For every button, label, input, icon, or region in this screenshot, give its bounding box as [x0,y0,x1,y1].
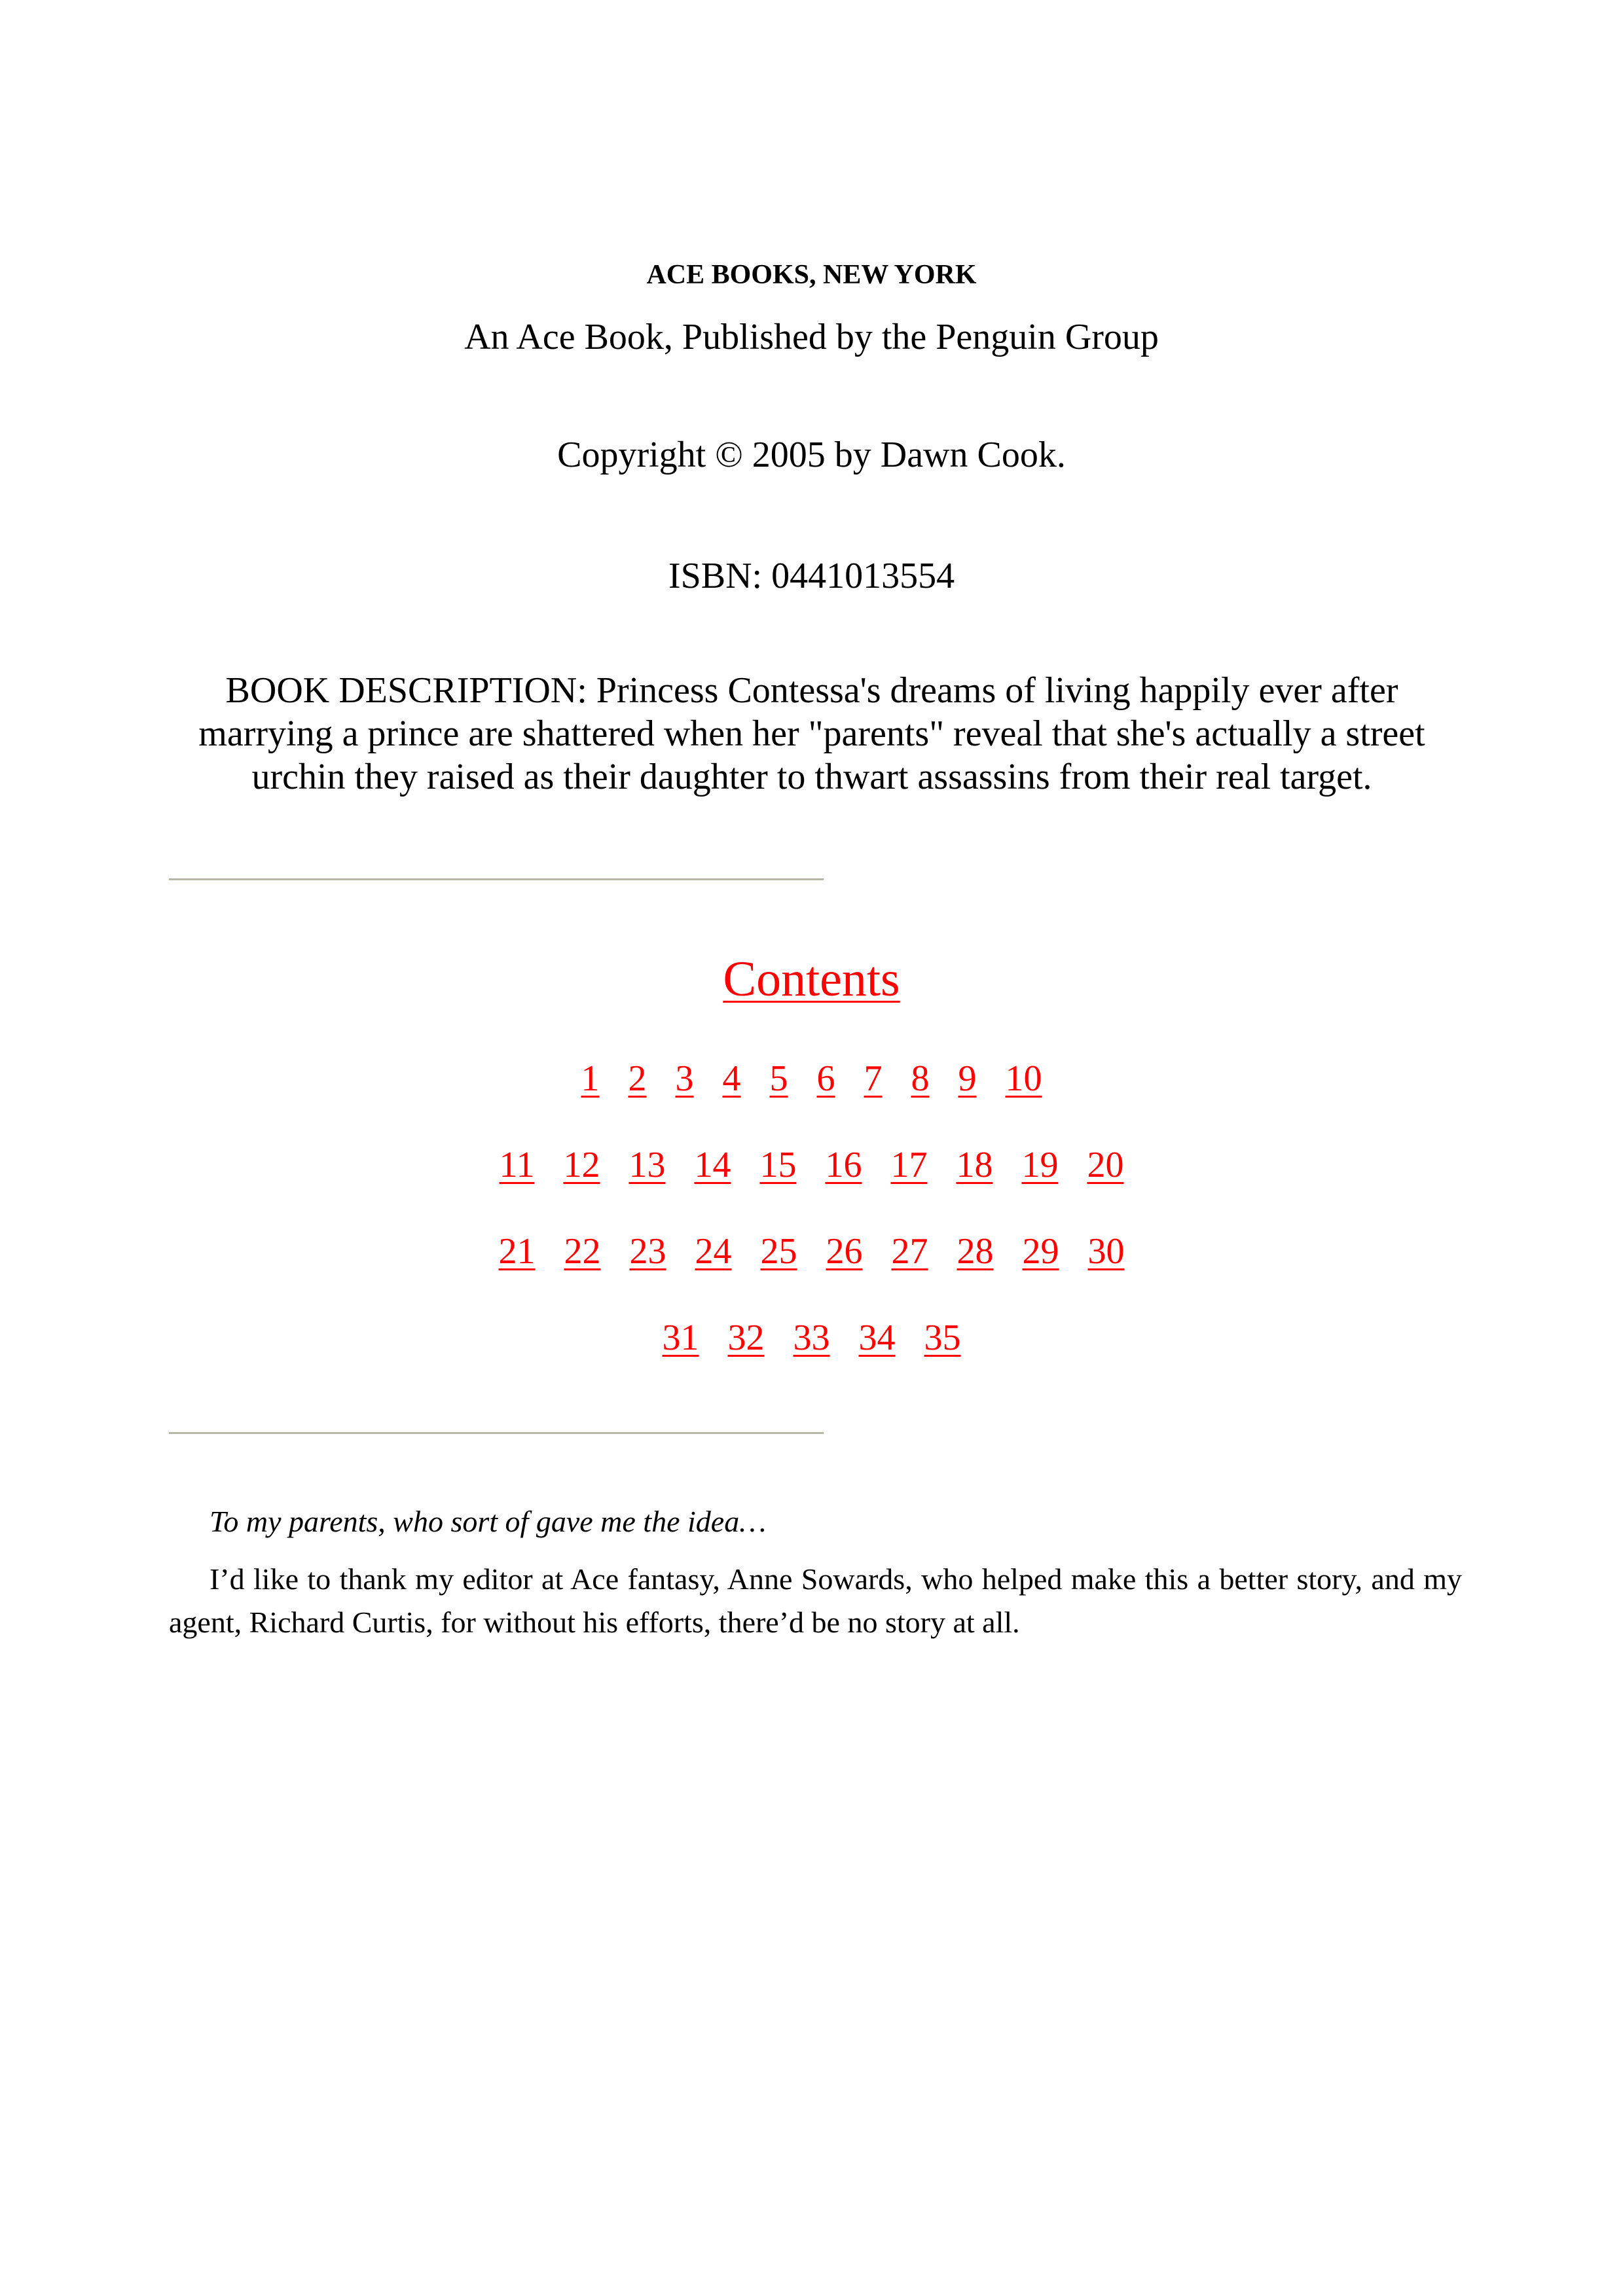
chapter-link-5[interactable]: 5 [769,1058,788,1099]
chapter-link-17[interactable]: 17 [890,1145,928,1185]
acknowledgement: I’d like to thank my editor at Ace fantasy, Anne Sowards, who helped make this a better story, and my agent, Richard Curtis, for without his efforts, there’d be no story at all. [169,1562,1462,1639]
chapter-link-27[interactable]: 27 [891,1231,928,1272]
chapter-link-2[interactable]: 2 [628,1058,647,1099]
chapter-row [0,1052,1623,1105]
chapter-link-25[interactable]: 25 [760,1231,797,1272]
divider-top [169,878,824,880]
chapter-link-32[interactable]: 32 [727,1318,765,1358]
contents-link[interactable]: Contents [723,952,900,1007]
chapter-link-28[interactable]: 28 [957,1231,994,1272]
chapter-link-11[interactable]: 11 [499,1145,535,1185]
chapter-link-8[interactable]: 8 [911,1058,930,1099]
chapter-row [0,1225,1623,1278]
chapter-link-30[interactable]: 30 [1087,1231,1125,1272]
copyright-line: Copyright © 2005 by Dawn Cook. [557,435,1066,475]
contents-heading [0,948,1623,1011]
publisher-line: ACE BOOKS, NEW YORK [646,260,977,290]
book-description: BOOK DESCRIPTION: Princess Contessa's dreams of living happily ever after marrying a prince are shattered when her "parents" reveal that she's actually a street urchin they raised as their daughter to thwart assassins from their real target. [198,670,1425,797]
chapter-link-1[interactable]: 1 [581,1058,600,1099]
chapter-row [0,1312,1623,1364]
chapter-link-33[interactable]: 33 [793,1318,830,1358]
chapter-link-10[interactable]: 10 [1005,1058,1042,1099]
chapter-link-3[interactable]: 3 [675,1058,694,1099]
isbn-line: ISBN: 0441013554 [668,556,955,596]
chapter-link-18[interactable]: 18 [956,1145,993,1185]
chapter-link-24[interactable]: 24 [695,1231,732,1272]
chapter-link-19[interactable]: 19 [1021,1145,1059,1185]
chapter-link-16[interactable]: 16 [825,1145,862,1185]
chapter-link-23[interactable]: 23 [629,1231,666,1272]
chapter-link-26[interactable]: 26 [826,1231,863,1272]
chapter-link-9[interactable]: 9 [958,1058,977,1099]
chapter-link-34[interactable]: 34 [858,1318,896,1358]
chapter-link-7[interactable]: 7 [864,1058,883,1099]
chapter-link-4[interactable]: 4 [722,1058,741,1099]
chapter-link-14[interactable]: 14 [694,1145,731,1185]
chapter-link-31[interactable]: 31 [662,1318,699,1358]
chapter-link-15[interactable]: 15 [759,1145,797,1185]
chapter-link-22[interactable]: 22 [564,1231,601,1272]
chapter-link-6[interactable]: 6 [816,1058,835,1099]
divider-bottom [169,1432,824,1434]
dedication: To my parents, who sort of gave me the idea… [210,1505,767,1538]
chapter-link-13[interactable]: 13 [629,1145,666,1185]
chapter-link-21[interactable]: 21 [498,1231,536,1272]
chapter-link-29[interactable]: 29 [1022,1231,1059,1272]
chapter-link-12[interactable]: 12 [563,1145,600,1185]
imprint-line: An Ace Book, Published by the Penguin Group [464,317,1159,357]
chapter-link-35[interactable]: 35 [924,1318,961,1358]
chapter-row [0,1139,1623,1191]
chapter-link-20[interactable]: 20 [1087,1145,1124,1185]
